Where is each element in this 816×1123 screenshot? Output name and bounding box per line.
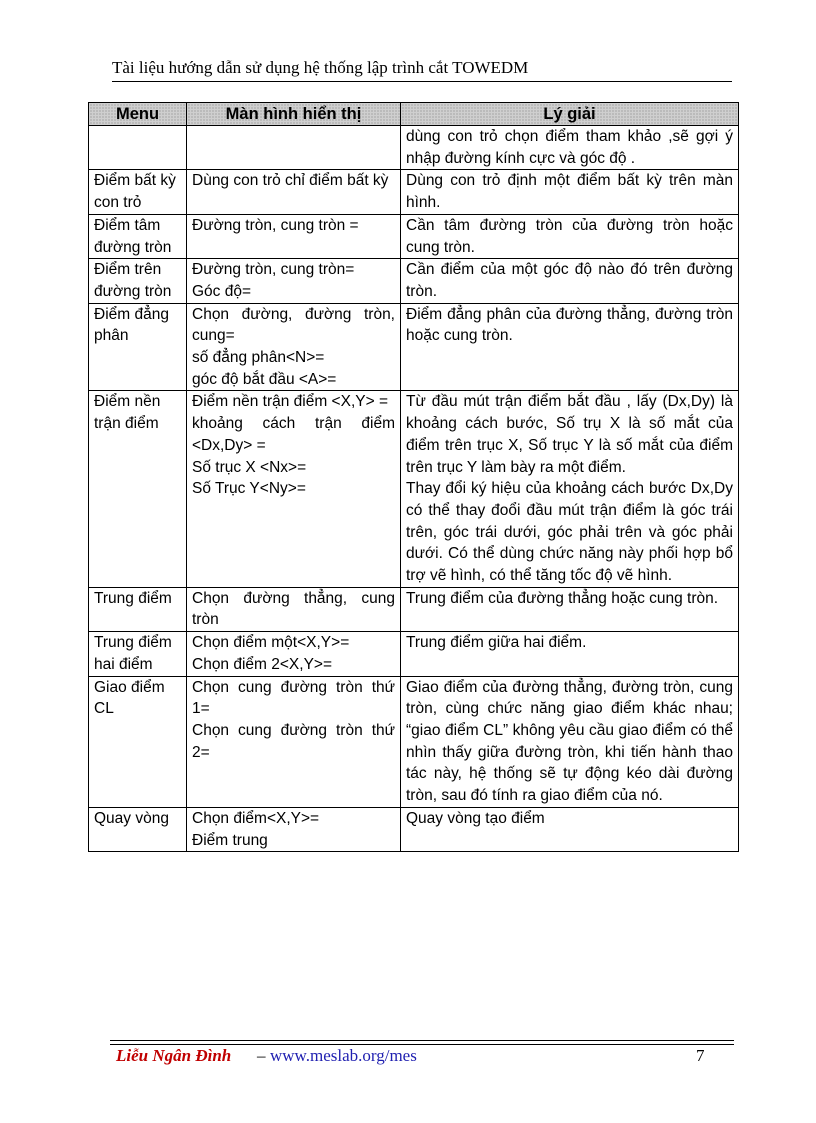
- table-row: [89, 632, 739, 676]
- table-row: [89, 807, 739, 851]
- menu-text: Điểm trên đường tròn: [94, 261, 172, 300]
- display-text: Chọn điểm<X,Y>=: [192, 809, 320, 827]
- display-text: Điểm trung: [192, 831, 268, 849]
- menu-text: Giao điểm CL: [94, 678, 165, 718]
- display-cell: [187, 587, 401, 631]
- menu-table: [88, 102, 739, 852]
- explain-text: Thay đổi ký hiệu của khoảng cách bước Dx,Dy có thể thay đoổi đầu mút trận điểm là góc trái trên, góc trái dưới, góc phải trên và góc phải dưới. Có thể dùng chức năng này phối hợp bổ trợ vẽ hình, có thể tăng tốc độ vẽ hình.: [406, 480, 733, 585]
- page-number: 7: [696, 1046, 705, 1065]
- display-cell: [187, 807, 401, 851]
- explain-text: Dùng con trỏ định một điểm bất kỳ trên màn hình.: [406, 172, 733, 212]
- display-text: Dùng con trỏ chỉ điểm bất kỳ: [192, 172, 389, 190]
- table-row: [89, 170, 739, 214]
- menu-cell: [89, 126, 187, 170]
- explain-text: Quay vòng tạo điểm: [406, 809, 545, 827]
- menu-text: Điểm bất kỳ con trỏ: [94, 172, 176, 212]
- column-header-explain: Lý giải: [401, 103, 739, 126]
- display-text: Chọn đường thẳng, cung tròn: [192, 589, 395, 629]
- explain-text: Trung điểm giữa hai điểm.: [406, 634, 587, 652]
- display-cell: [187, 676, 401, 807]
- display-text: Chọn điểm một<X,Y>=: [192, 634, 350, 652]
- menu-cell: [89, 259, 187, 303]
- menu-cell: [89, 807, 187, 851]
- table-row: [89, 587, 739, 631]
- table-row: [89, 676, 739, 807]
- menu-cell: [89, 303, 187, 391]
- column-header-menu: Menu: [89, 103, 187, 126]
- explain-text: Giao điểm của đường thẳng, đường tròn, cung tròn, cùng chức năng giao điểm khác nhau; “giao điểm CL” không yêu cầu giao điểm có thể nhìn thấy giữa đường tròn, khi tiến hành thao tác này, hệ thống sẽ tự động kéo dài đường tròn, sau đó tính ra giao điểm của nó.: [406, 678, 733, 805]
- menu-text: Trung điểm hai điểm: [94, 634, 172, 673]
- menu-text: Điểm nền trận điểm: [94, 393, 161, 433]
- display-text: Góc độ=: [192, 282, 252, 300]
- display-text: Đường tròn, cung tròn =: [192, 216, 359, 234]
- table-header-row: [89, 103, 739, 126]
- explain-cell: [401, 807, 739, 851]
- explain-cell: [401, 126, 739, 170]
- display-text: Điểm nền trận điểm <X,Y> =: [192, 393, 389, 411]
- table-row: [89, 303, 739, 391]
- table-row: [89, 214, 739, 258]
- menu-cell: [89, 214, 187, 258]
- display-text: Chọn điểm 2<X,Y>=: [192, 655, 333, 673]
- menu-cell: [89, 676, 187, 807]
- table-row: [89, 391, 739, 587]
- display-cell: [187, 126, 401, 170]
- explain-text: Cần điểm của một góc độ nào đó trên đường tròn.: [406, 261, 733, 300]
- explain-text: Điểm đẳng phân của đường thẳng, đường tròn hoặc cung tròn.: [406, 305, 733, 345]
- menu-text: Quay vòng: [94, 809, 169, 827]
- menu-cell: [89, 170, 187, 214]
- explain-text: Từ đầu mút trận điểm bắt đầu , lấy (Dx,Dy) là khoảng cách bước, Số trụ X là số mắt của điểm trên trục X, Số trục Y là số mắt của điểm trên trục Y làm bày ra một điểm.: [406, 393, 733, 476]
- explain-cell: [401, 303, 739, 391]
- column-header-display: Màn hình hiển thị: [187, 103, 401, 126]
- display-text: Chọn cung đường tròn thứ 2=: [192, 721, 395, 761]
- explain-cell: [401, 632, 739, 676]
- menu-cell: [89, 587, 187, 631]
- display-cell: [187, 214, 401, 258]
- display-cell: [187, 391, 401, 587]
- explain-cell: [401, 170, 739, 214]
- explain-cell: [401, 259, 739, 303]
- menu-text: Trung điểm: [94, 589, 172, 607]
- explain-cell: [401, 391, 739, 587]
- header-divider: [112, 81, 732, 82]
- display-text: số đẳng phân<N>=: [192, 349, 325, 367]
- menu-cell: [89, 391, 187, 587]
- display-cell: [187, 259, 401, 303]
- footer-author: Liễu Ngân Đình: [116, 1046, 232, 1065]
- footer-divider-thin: [110, 1044, 734, 1045]
- display-cell: [187, 303, 401, 391]
- table-row: [89, 259, 739, 303]
- display-text: Đường tròn, cung tròn=: [192, 261, 355, 279]
- explain-text: Trung điểm của đường thẳng hoặc cung tròn.: [406, 589, 719, 607]
- footer-divider: [110, 1040, 734, 1041]
- display-cell: [187, 632, 401, 676]
- display-text: góc độ bắt đầu <A>=: [192, 370, 337, 388]
- display-text: Chọn đường, đường tròn, cung=: [192, 305, 395, 345]
- footer-website-link[interactable]: www.meslab.org/mes: [270, 1046, 417, 1065]
- display-cell: [187, 170, 401, 214]
- display-text: Chọn cung đường tròn thứ 1=: [192, 678, 395, 718]
- page-header-title: Tài liệu hướng dẫn sử dụng hệ thống lập trình cắt TOWEDM: [112, 58, 529, 77]
- explain-cell: [401, 587, 739, 631]
- menu-cell: [89, 632, 187, 676]
- display-text: Số Trục Y<Ny>=: [192, 480, 306, 498]
- menu-text: Điểm đẳng phân: [94, 305, 169, 345]
- display-text: khoảng cách trận điểm <Dx,Dy> =: [192, 415, 395, 454]
- explain-cell: [401, 676, 739, 807]
- display-text: Số trục X <Nx>=: [192, 458, 307, 476]
- explain-text: Cần tâm đường tròn của đường tròn hoặc cung tròn.: [406, 216, 733, 256]
- explain-cell: [401, 214, 739, 258]
- explain-text: dùng con trỏ chọn điểm tham khảo ,sẽ gợi ý nhập đường kính cực và góc độ .: [406, 128, 733, 167]
- menu-text: Điểm tâm đường tròn: [94, 216, 172, 256]
- footer-separator: –: [257, 1046, 266, 1065]
- table-row: [89, 126, 739, 170]
